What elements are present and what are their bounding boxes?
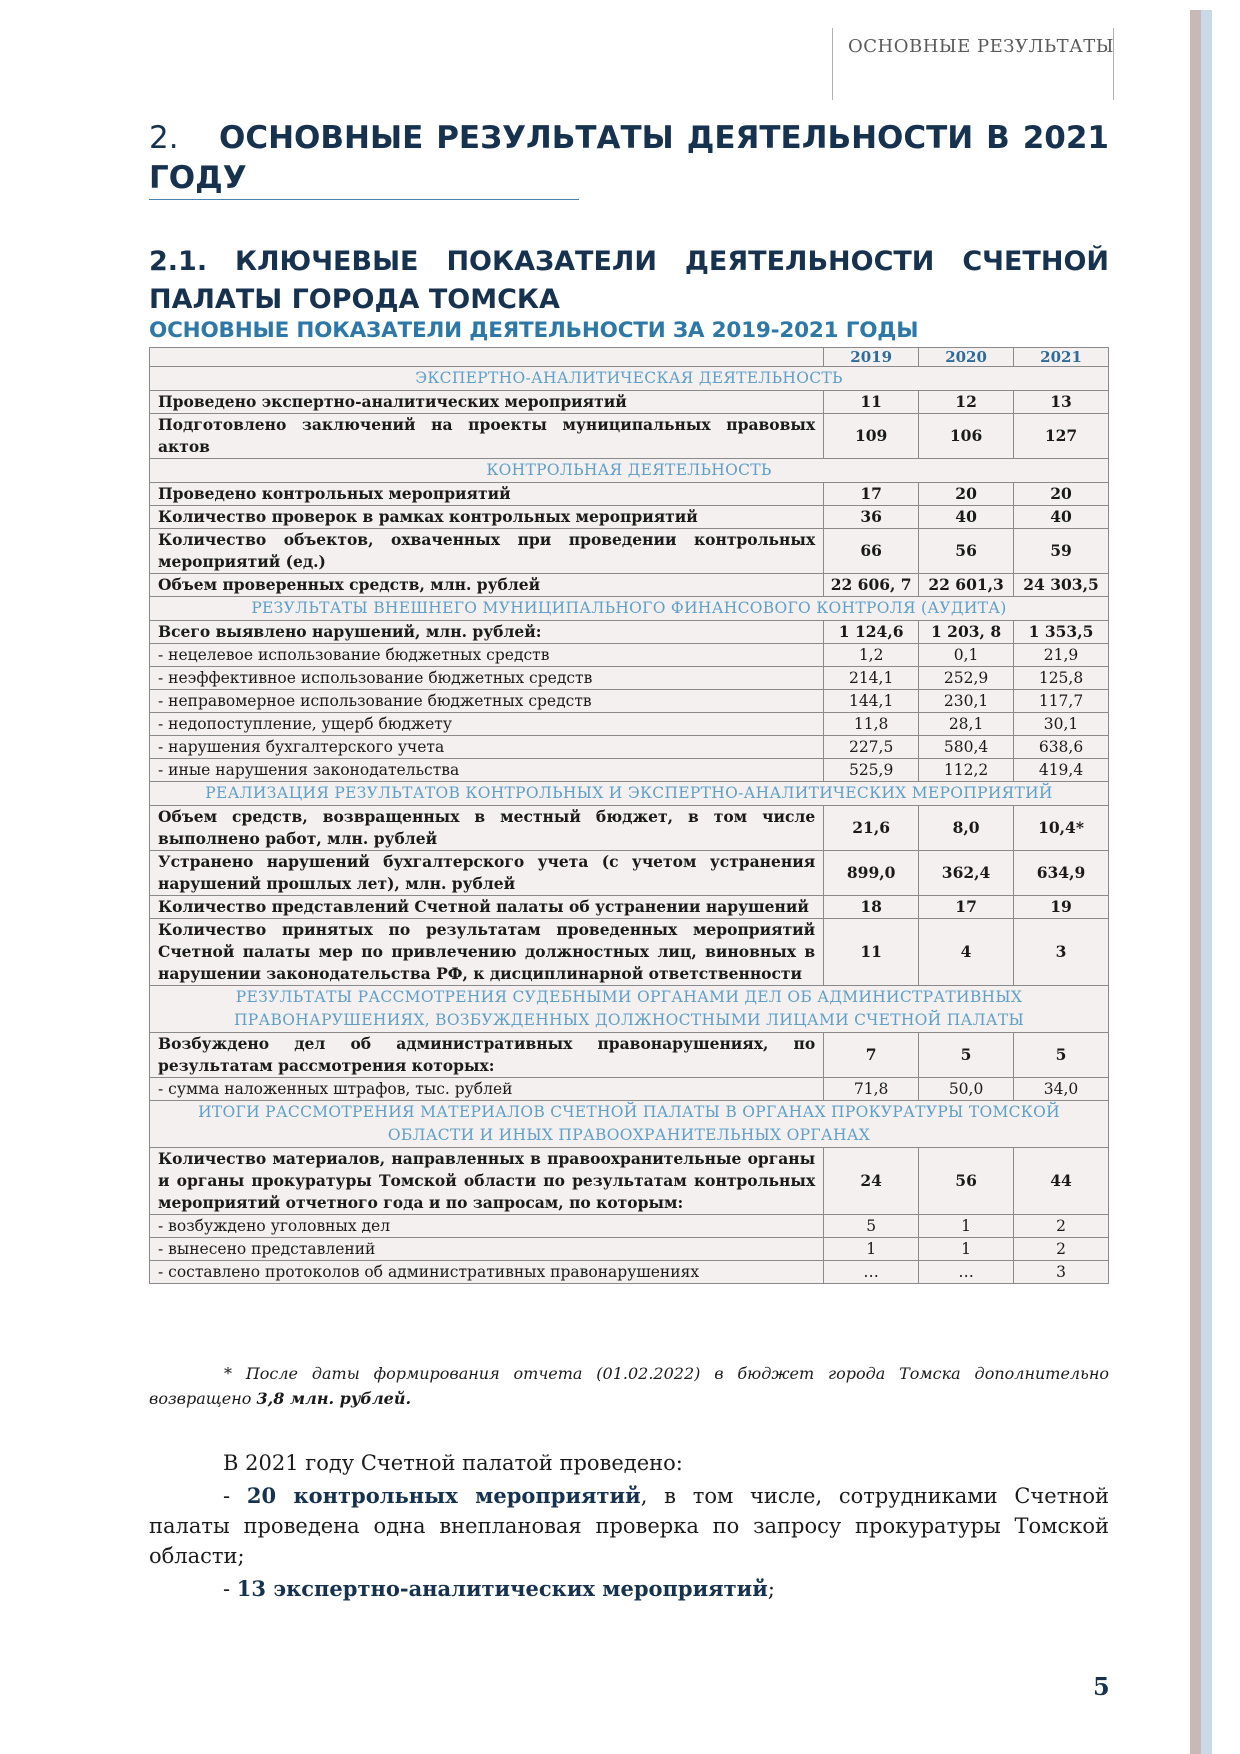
table-row <box>150 574 1109 597</box>
table-row <box>150 1261 1109 1284</box>
footnote-text: * После даты формирования отчета (01.02.2022) в бюджет города Томска дополнительно возвращено <box>149 1364 1109 1408</box>
section-row <box>150 459 1109 483</box>
row-value-2020: 56 <box>919 529 1014 574</box>
table-row <box>150 644 1109 667</box>
item2-rest: ; <box>767 1577 775 1601</box>
section-title: ЭКСПЕРТНО-АНАЛИТИЧЕСКАЯ ДЕЯТЕЛЬНОСТЬ <box>150 367 1109 391</box>
row-value-2021: 30,1 <box>1014 713 1109 736</box>
table-row <box>150 919 1109 986</box>
row-value-2021: 638,6 <box>1014 736 1109 759</box>
row-value-2021: 634,9 <box>1014 851 1109 896</box>
subsection-heading: 2.1. КЛЮЧЕВЫЕ ПОКАЗАТЕЛИ ДЕЯТЕЛЬНОСТИ СЧЕТНОЙ ПАЛАТЫ ГОРОДА ТОМСКА <box>149 246 1109 315</box>
row-value-2019: … <box>824 1261 919 1284</box>
row-value-2021: 2 <box>1014 1215 1109 1238</box>
row-value-2020: 28,1 <box>919 713 1014 736</box>
row-value-2021: 127 <box>1014 414 1109 459</box>
row-value-2020: 106 <box>919 414 1014 459</box>
body-text <box>149 1448 1109 1607</box>
kpi-table-body <box>150 348 1109 1284</box>
row-label: - нарушения бухгалтерского учета <box>150 736 824 759</box>
section-row <box>150 597 1109 621</box>
row-value-2019: 71,8 <box>824 1078 919 1101</box>
row-value-2019: 525,9 <box>824 759 919 782</box>
table-row <box>150 851 1109 896</box>
row-value-2020: 12 <box>919 391 1014 414</box>
item2-prefix: - <box>223 1577 237 1601</box>
row-label: Проведено контрольных мероприятий <box>150 483 824 506</box>
section-row <box>150 986 1109 1033</box>
row-value-2020: 1 <box>919 1238 1014 1261</box>
item1-rest: , в том числе, сотрудниками Счетной палаты проведена одна внеплановая проверка по запросу прокуратуры Томской области; <box>149 1484 1109 1568</box>
row-value-2019: 36 <box>824 506 919 529</box>
row-value-2019: 11,8 <box>824 713 919 736</box>
row-value-2019: 21,6 <box>824 806 919 851</box>
row-value-2021: 34,0 <box>1014 1078 1109 1101</box>
row-value-2020: 362,4 <box>919 851 1014 896</box>
row-value-2019: 24 <box>824 1148 919 1215</box>
row-value-2020: 17 <box>919 896 1014 919</box>
table-row <box>150 1238 1109 1261</box>
table-row <box>150 414 1109 459</box>
row-value-2021: 3 <box>1014 1261 1109 1284</box>
row-value-2020: 1 203, 8 <box>919 621 1014 644</box>
row-value-2021: 21,9 <box>1014 644 1109 667</box>
year-2020: 2020 <box>919 348 1014 367</box>
row-value-2021: 10,4* <box>1014 806 1109 851</box>
table-caption: ОСНОВНЫЕ ПОКАЗАТЕЛИ ДЕЯТЕЛЬНОСТИ ЗА 2019-2021 ГОДЫ <box>149 318 919 343</box>
row-value-2019: 1 <box>824 1238 919 1261</box>
section-title: ИТОГИ РАССМОТРЕНИЯ МАТЕРИАЛОВ СЧЕТНОЙ ПАЛАТЫ В ОРГАНАХ ПРОКУРАТУРЫ ТОМСКОЙ ОБЛАСТИ И ИНЫХ ПРАВООХРАНИТЕЛЬНЫХ ОРГАНАХ <box>150 1101 1109 1148</box>
table-row <box>150 483 1109 506</box>
table-row <box>150 1033 1109 1078</box>
item1-prefix: - <box>223 1484 247 1508</box>
row-label: - возбуждено уголовных дел <box>150 1215 824 1238</box>
footnote-bold: 3,8 млн. рублей. <box>256 1389 412 1408</box>
row-value-2021: 5 <box>1014 1033 1109 1078</box>
section-title: ОСНОВНЫЕ РЕЗУЛЬТАТЫ ДЕЯТЕЛЬНОСТИ В 2021 ГОДУ <box>149 120 1109 196</box>
row-value-2021: 19 <box>1014 896 1109 919</box>
row-label: Подготовлено заключений на проекты муниципальных правовых актов <box>150 414 824 459</box>
row-value-2019: 1,2 <box>824 644 919 667</box>
row-label: Количество объектов, охваченных при проведении контрольных мероприятий (ед.) <box>150 529 824 574</box>
row-value-2020: 40 <box>919 506 1014 529</box>
table-row <box>150 667 1109 690</box>
section-title: КОНТРОЛЬНАЯ ДЕЯТЕЛЬНОСТЬ <box>150 459 1109 483</box>
row-label: - составлено протоколов об административных правонарушениях <box>150 1261 824 1284</box>
table-row <box>150 736 1109 759</box>
row-value-2019: 11 <box>824 919 919 986</box>
running-header <box>832 28 1114 100</box>
row-value-2021: 117,7 <box>1014 690 1109 713</box>
body-item-control <box>149 1481 1109 1571</box>
row-value-2020: 5 <box>919 1033 1014 1078</box>
table-row <box>150 506 1109 529</box>
row-label: - сумма наложенных штрафов, тыс. рублей <box>150 1078 824 1101</box>
section-title: РЕЗУЛЬТАТЫ ВНЕШНЕГО МУНИЦИПАЛЬНОГО ФИНАНСОВОГО КОНТРОЛЯ (АУДИТА) <box>150 597 1109 621</box>
section-row <box>150 1101 1109 1148</box>
row-value-2020: 22 601,3 <box>919 574 1014 597</box>
page-number: 5 <box>1093 1672 1110 1701</box>
row-value-2019: 1 124,6 <box>824 621 919 644</box>
row-label: - вынесено представлений <box>150 1238 824 1261</box>
row-value-2020: 0,1 <box>919 644 1014 667</box>
row-value-2019: 7 <box>824 1033 919 1078</box>
row-label: Объем проверенных средств, млн. рублей <box>150 574 824 597</box>
row-label: Количество материалов, направленных в правоохранительные органы и органы прокуратуры Томской области по результатам контрольных мероприятий отчетного года и по запросам, по которым: <box>150 1148 824 1215</box>
table-row <box>150 1215 1109 1238</box>
kpi-table <box>149 347 1109 1284</box>
section-number: 2. <box>149 120 179 156</box>
row-value-2019: 18 <box>824 896 919 919</box>
row-value-2019: 899,0 <box>824 851 919 896</box>
row-value-2020: 230,1 <box>919 690 1014 713</box>
item1-highlight: 20 контрольных мероприятий <box>246 1483 641 1508</box>
row-value-2021: 13 <box>1014 391 1109 414</box>
year-2021: 2021 <box>1014 348 1109 367</box>
row-value-2019: 214,1 <box>824 667 919 690</box>
row-value-2021: 419,4 <box>1014 759 1109 782</box>
heading-underline <box>149 199 579 200</box>
section-heading <box>149 118 1109 198</box>
table-row <box>150 759 1109 782</box>
section-row <box>150 782 1109 806</box>
row-value-2021: 44 <box>1014 1148 1109 1215</box>
row-value-2021: 1 353,5 <box>1014 621 1109 644</box>
row-value-2021: 2 <box>1014 1238 1109 1261</box>
row-value-2019: 144,1 <box>824 690 919 713</box>
row-value-2019: 22 606, 7 <box>824 574 919 597</box>
table-footnote <box>149 1361 1109 1411</box>
row-value-2020: 56 <box>919 1148 1014 1215</box>
row-value-2020: 580,4 <box>919 736 1014 759</box>
row-value-2019: 5 <box>824 1215 919 1238</box>
table-row <box>150 1148 1109 1215</box>
year-2019: 2019 <box>824 348 919 367</box>
row-value-2019: 17 <box>824 483 919 506</box>
page-edge-decoration <box>1190 10 1212 1754</box>
body-item-expert <box>149 1574 1109 1604</box>
row-value-2019: 227,5 <box>824 736 919 759</box>
row-label: Устранено нарушений бухгалтерского учета (с учетом устранения нарушений прошлых лет), млн. рублей <box>150 851 824 896</box>
row-label: - иные нарушения законодательства <box>150 759 824 782</box>
row-label: Объем средств, возвращенных в местный бюджет, в том числе выполнено работ, млн. рублей <box>150 806 824 851</box>
running-header-title: ОСНОВНЫЕ РЕЗУЛЬТАТЫ <box>848 36 1114 57</box>
table-row <box>150 529 1109 574</box>
row-value-2019: 11 <box>824 391 919 414</box>
row-value-2021: 3 <box>1014 919 1109 986</box>
table-row <box>150 713 1109 736</box>
row-value-2021: 125,8 <box>1014 667 1109 690</box>
row-label: - неправомерное использование бюджетных средств <box>150 690 824 713</box>
row-value-2019: 66 <box>824 529 919 574</box>
row-value-2020: 112,2 <box>919 759 1014 782</box>
section-title: РЕАЛИЗАЦИЯ РЕЗУЛЬТАТОВ КОНТРОЛЬНЫХ И ЭКСПЕРТНО-АНАЛИТИЧЕСКИХ МЕРОПРИЯТИЙ <box>150 782 1109 806</box>
row-value-2020: 20 <box>919 483 1014 506</box>
section-row <box>150 367 1109 391</box>
row-label: Количество принятых по результатам проведенных мероприятий Счетной палаты мер по привлечению должностных лиц, виновных в нарушении законодательства РФ, к дисциплинарной ответственности <box>150 919 824 986</box>
table-row <box>150 621 1109 644</box>
row-label: - недопоступление, ущерб бюджету <box>150 713 824 736</box>
table-row <box>150 806 1109 851</box>
row-value-2021: 40 <box>1014 506 1109 529</box>
body-intro: В 2021 году Счетной палатой проведено: <box>223 1451 683 1475</box>
row-value-2020: 252,9 <box>919 667 1014 690</box>
year-header-row <box>150 348 1109 367</box>
row-value-2020: 50,0 <box>919 1078 1014 1101</box>
section-title: РЕЗУЛЬТАТЫ РАССМОТРЕНИЯ СУДЕБНЫМИ ОРГАНАМИ ДЕЛ ОБ АДМИНИСТРАТИВНЫХ ПРАВОНАРУШЕНИЯХ, ВОЗБУЖДЕННЫХ ДОЛЖНОСТНЫМИ ЛИЦАМИ СЧЕТНОЙ ПАЛАТЫ <box>150 986 1109 1033</box>
row-value-2020: 4 <box>919 919 1014 986</box>
row-label: - неэффективное использование бюджетных средств <box>150 667 824 690</box>
row-label: Проведено экспертно-аналитических мероприятий <box>150 391 824 414</box>
item2-highlight: 13 экспертно-аналитических мероприятий <box>236 1576 768 1601</box>
row-label: Возбуждено дел об административных правонарушениях, по результатам рассмотрения которых: <box>150 1033 824 1078</box>
table-row <box>150 896 1109 919</box>
row-label: - нецелевое использование бюджетных средств <box>150 644 824 667</box>
row-value-2020: 1 <box>919 1215 1014 1238</box>
row-value-2021: 59 <box>1014 529 1109 574</box>
row-label: Количество проверок в рамках контрольных мероприятий <box>150 506 824 529</box>
table-row <box>150 690 1109 713</box>
row-value-2020: … <box>919 1261 1014 1284</box>
row-value-2019: 109 <box>824 414 919 459</box>
row-label: Всего выявлено нарушений, млн. рублей: <box>150 621 824 644</box>
year-header-empty <box>150 348 824 367</box>
row-value-2021: 20 <box>1014 483 1109 506</box>
table-row <box>150 391 1109 414</box>
row-value-2020: 8,0 <box>919 806 1014 851</box>
row-label: Количество представлений Счетной палаты об устранении нарушений <box>150 896 824 919</box>
row-value-2021: 24 303,5 <box>1014 574 1109 597</box>
table-row <box>150 1078 1109 1101</box>
